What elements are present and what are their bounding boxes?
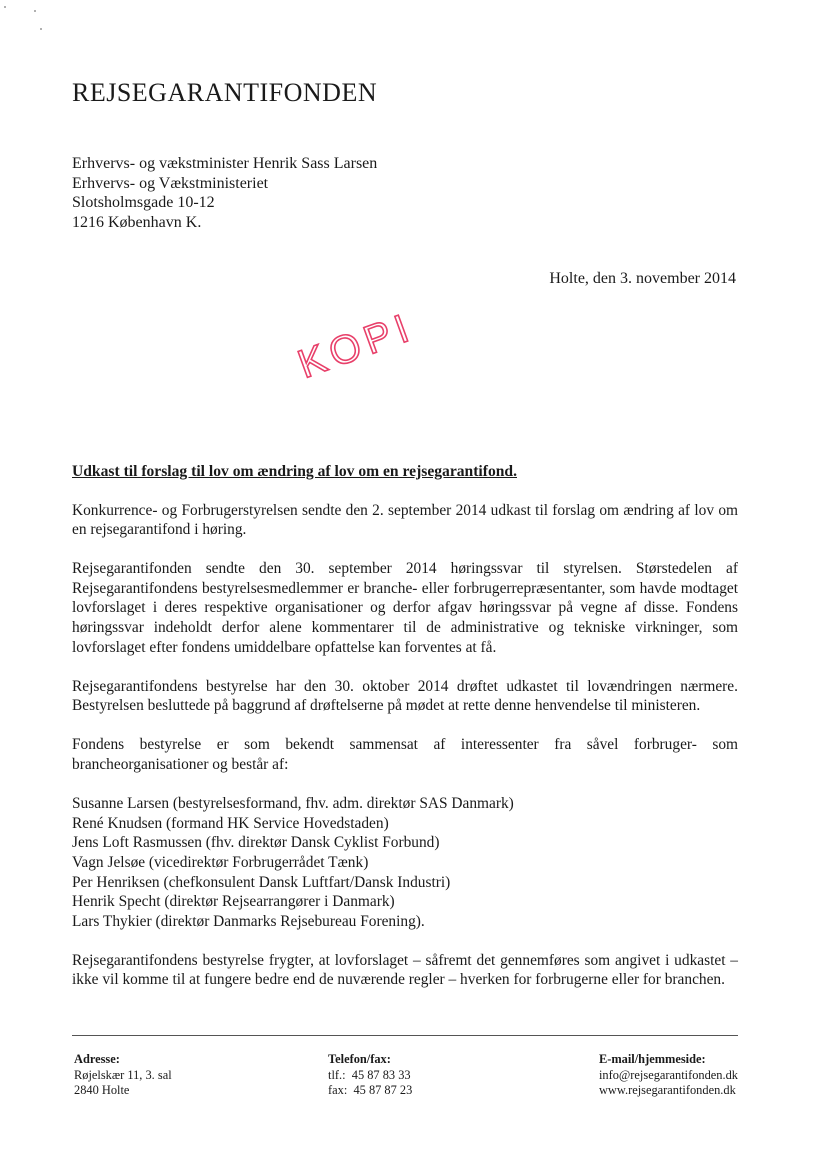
closing-paragraph: Rejsegarantifondens bestyrelse frygter, at lovforslaget – såfremt det gennemføres som angivet i udkastet – ikke vil komme til at fungere bedre end de nuværende regler – hverken for forbrugerne eller for branchen. xyxy=(72,951,738,989)
footer-phone-heading: Telefon/fax: xyxy=(328,1052,391,1066)
board-member: René Knudsen (formand HK Service Hovedstaden) xyxy=(72,814,389,832)
recipient-line: Erhvervs- og vækstminister Henrik Sass Larsen xyxy=(72,155,378,172)
body-paragraph: Rejsegarantifondens bestyrelse har den 30. oktober 2014 drøftet udkastet til lovændringen nærmere. Bestyrelsen besluttede på baggrund af drøftelserne på mødet at rette denne henvendelse til ministeren. xyxy=(72,677,738,715)
footer-address-heading: Adresse: xyxy=(74,1052,120,1066)
subject-line: Udkast til forslag til lov om ændring af lov om en rejsegarantifond. xyxy=(72,463,517,480)
body-paragraph: Konkurrence- og Forbrugerstyrelsen sendte den 2. september 2014 udkast til forslag om ændring af lov om en rejsegarantifond i høring. xyxy=(72,501,738,539)
footer-phone xyxy=(328,1052,412,1099)
footer-fax-line: fax: 45 87 87 23 xyxy=(328,1083,413,1097)
footer-divider xyxy=(72,1035,738,1036)
footer-phone-line: tlf.: 45 87 83 33 xyxy=(328,1067,411,1082)
footer-address xyxy=(74,1052,172,1099)
body-paragraph: Fondens bestyrelse er som bekendt sammensat af interessenter fra såvel forbruger- som brancheorganisationer og består af: xyxy=(72,736,738,774)
kopi-stamp xyxy=(288,304,428,387)
footer-address-line: Røjelskær 11, 3. sal xyxy=(74,1067,172,1082)
board-member: Per Henriksen (chefkonsulent Dansk Luftfart/Dansk Industri) xyxy=(72,873,451,891)
recipient-line: Slotsholmsgade 10-12 xyxy=(72,194,215,211)
letterhead-title: REJSEGARANTIFONDEN xyxy=(72,78,378,107)
scan-speck xyxy=(34,10,36,12)
kopi-stamp-text: KOPI xyxy=(292,304,420,387)
board-members-list xyxy=(72,794,738,931)
body-paragraph: Rejsegarantifonden sendte den 30. september 2014 høringssvar til styrelsen. Størstedelen af Rejsegarantifondens bestyrelsesmedlemmer er branche- eller forbrugerrepræsentanter, som havde modtaget lovforslaget i deres respektive organisationer og derfor afgav høringssvar på vegne af disse. Fondens høringssvar indeholdt derfor alene kommentarer til de administrative og tekniske virkninger, som lovforslaget efter fondens umiddelbare opfattelse kan forventes at få. xyxy=(72,560,738,656)
letter-body xyxy=(72,462,738,1009)
date-line: Holte, den 3. november 2014 xyxy=(549,270,736,287)
footer-email-heading: E-mail/hjemmeside: xyxy=(598,1052,706,1066)
scan-speck xyxy=(4,6,6,8)
board-member: Lars Thykier (direktør Danmarks Rejsebureau Forening). xyxy=(72,912,425,930)
recipient-line: Erhvervs- og Vækstministeriet xyxy=(72,174,269,192)
footer-address-line: 2840 Holte xyxy=(74,1083,130,1097)
footer-website-link[interactable]: www.rejsegarantifonden.dk xyxy=(598,1083,736,1097)
recipient-line: 1216 København K. xyxy=(72,213,202,231)
kopi-stamp-graphic xyxy=(288,304,428,387)
footer-email xyxy=(599,1052,738,1099)
board-member: Jens Loft Rasmussen (fhv. direktør Dansk Cyklist Forbund) xyxy=(72,834,440,852)
scan-speck xyxy=(40,28,42,30)
board-member: Henrik Specht (direktør Rejsearrangører i Danmark) xyxy=(72,893,395,911)
recipient-address xyxy=(72,154,377,232)
board-member: Vagn Jelsøe (vicedirektør Forbrugerrådet Tænk) xyxy=(72,853,369,871)
footer-email-link[interactable]: info@rejsegarantifonden.dk xyxy=(598,1067,738,1082)
board-member: Susanne Larsen (bestyrelsesformand, fhv. adm. direktør SAS Danmark) xyxy=(72,795,514,813)
